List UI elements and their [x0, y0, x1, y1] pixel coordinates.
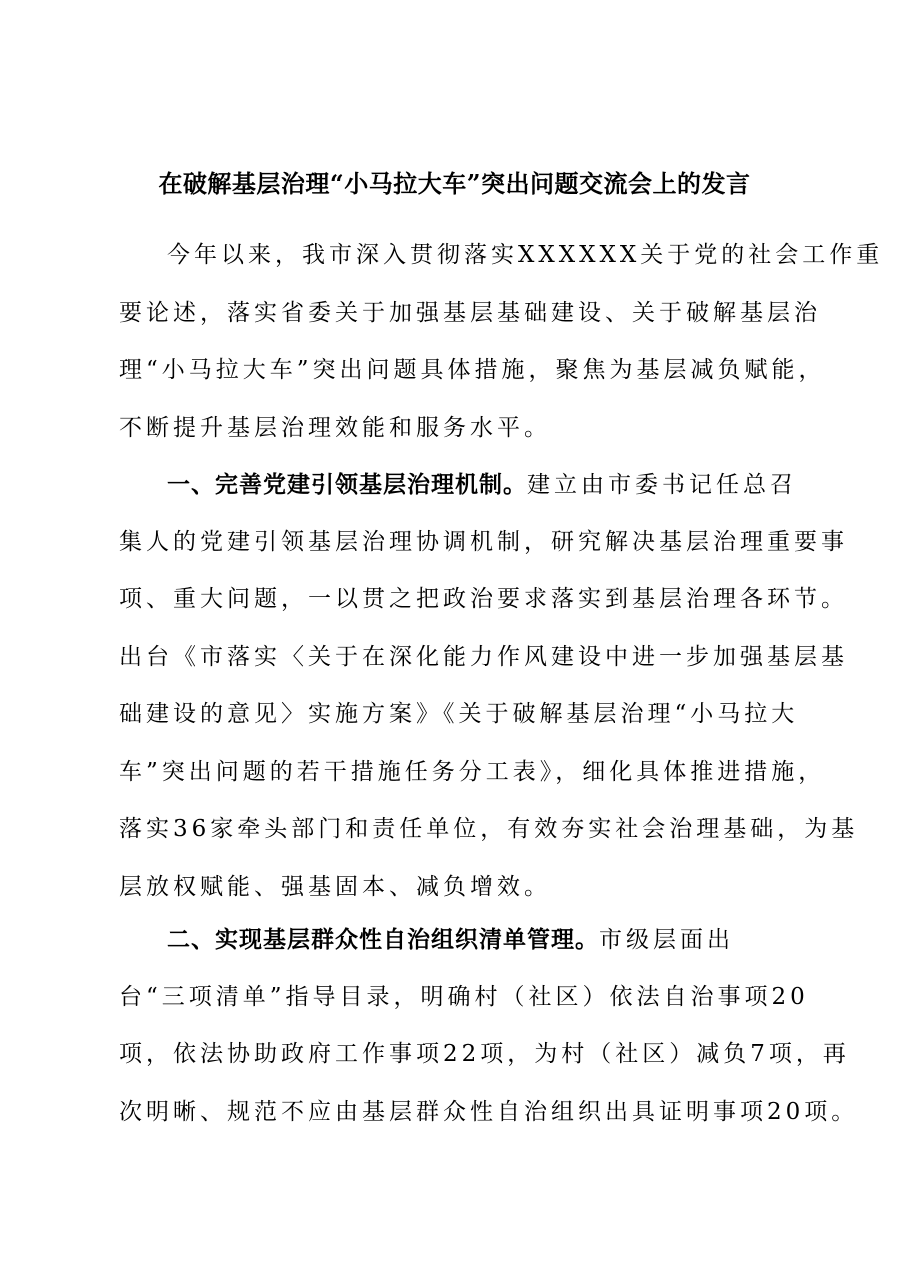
paragraph-line: 次明晰、规范不应由基层群众性自治组织出具证明事项20项。: [119, 1098, 859, 1125]
section-one-heading: 一、完善党建引领基层治理机制。: [167, 471, 527, 498]
paragraph-line: 理“小马拉大车”突出问题具体措施，聚焦为基层减负赋能，: [119, 357, 826, 383]
section-one-paragraph: [119, 456, 859, 916]
paragraph-line: 不断提升基层治理效能和服务水平。: [119, 414, 551, 441]
section-one-lead-text: 建立由市委书记任总召: [527, 472, 797, 498]
paragraph-line: 层放权赋能、强基固本、减负增效。: [119, 873, 551, 900]
paragraph-line: 集人的党建引领基层治理协调机制，研究解决基层治理重要事: [119, 528, 848, 555]
paragraph-line: 项、重大问题，一以贯之把政治要求落实到基层治理各环节。: [119, 586, 848, 612]
paragraph-line: 础建设的意见〉实施方案》《关于破解基层治理“小马拉大: [119, 701, 799, 727]
paragraph-line: 今年以来，我市深入贯彻落实XXXXXX关于党的社会工作重: [167, 242, 884, 268]
paragraph-line: 车”突出问题的若干措施任务分工表》，细化具体推进措施，: [119, 758, 826, 785]
paragraph-line: 落实36家牵头部门和责任单位，有效夯实社会治理基础，为基: [119, 816, 859, 842]
paragraph-line: [119, 911, 791, 969]
section-two-heading: 二、实现基层群众性自治组织清单管理。: [167, 926, 599, 953]
paragraph-line: 要论述，落实省委关于加强基层基础建设、关于破解基层治: [119, 299, 821, 326]
section-two-paragraph: [119, 911, 859, 1141]
intro-paragraph: [119, 227, 884, 457]
paragraph-line: 项，依法协助政府工作事项22项，为村（社区）减负7项，再: [119, 1041, 850, 1067]
paragraph-line: 出台《市落实〈关于在深化能力作风建设中进一步加强基层基: [119, 643, 848, 670]
paragraph-line: 台“三项清单”指导目录，明确村（社区）依法自治事项20: [119, 983, 809, 1010]
paragraph-line: [119, 456, 797, 514]
section-two-lead-text: 市级层面出: [599, 927, 734, 953]
document-title: 在破解基层治理“小马拉大车”突出问题交流会上的发言: [158, 169, 751, 198]
